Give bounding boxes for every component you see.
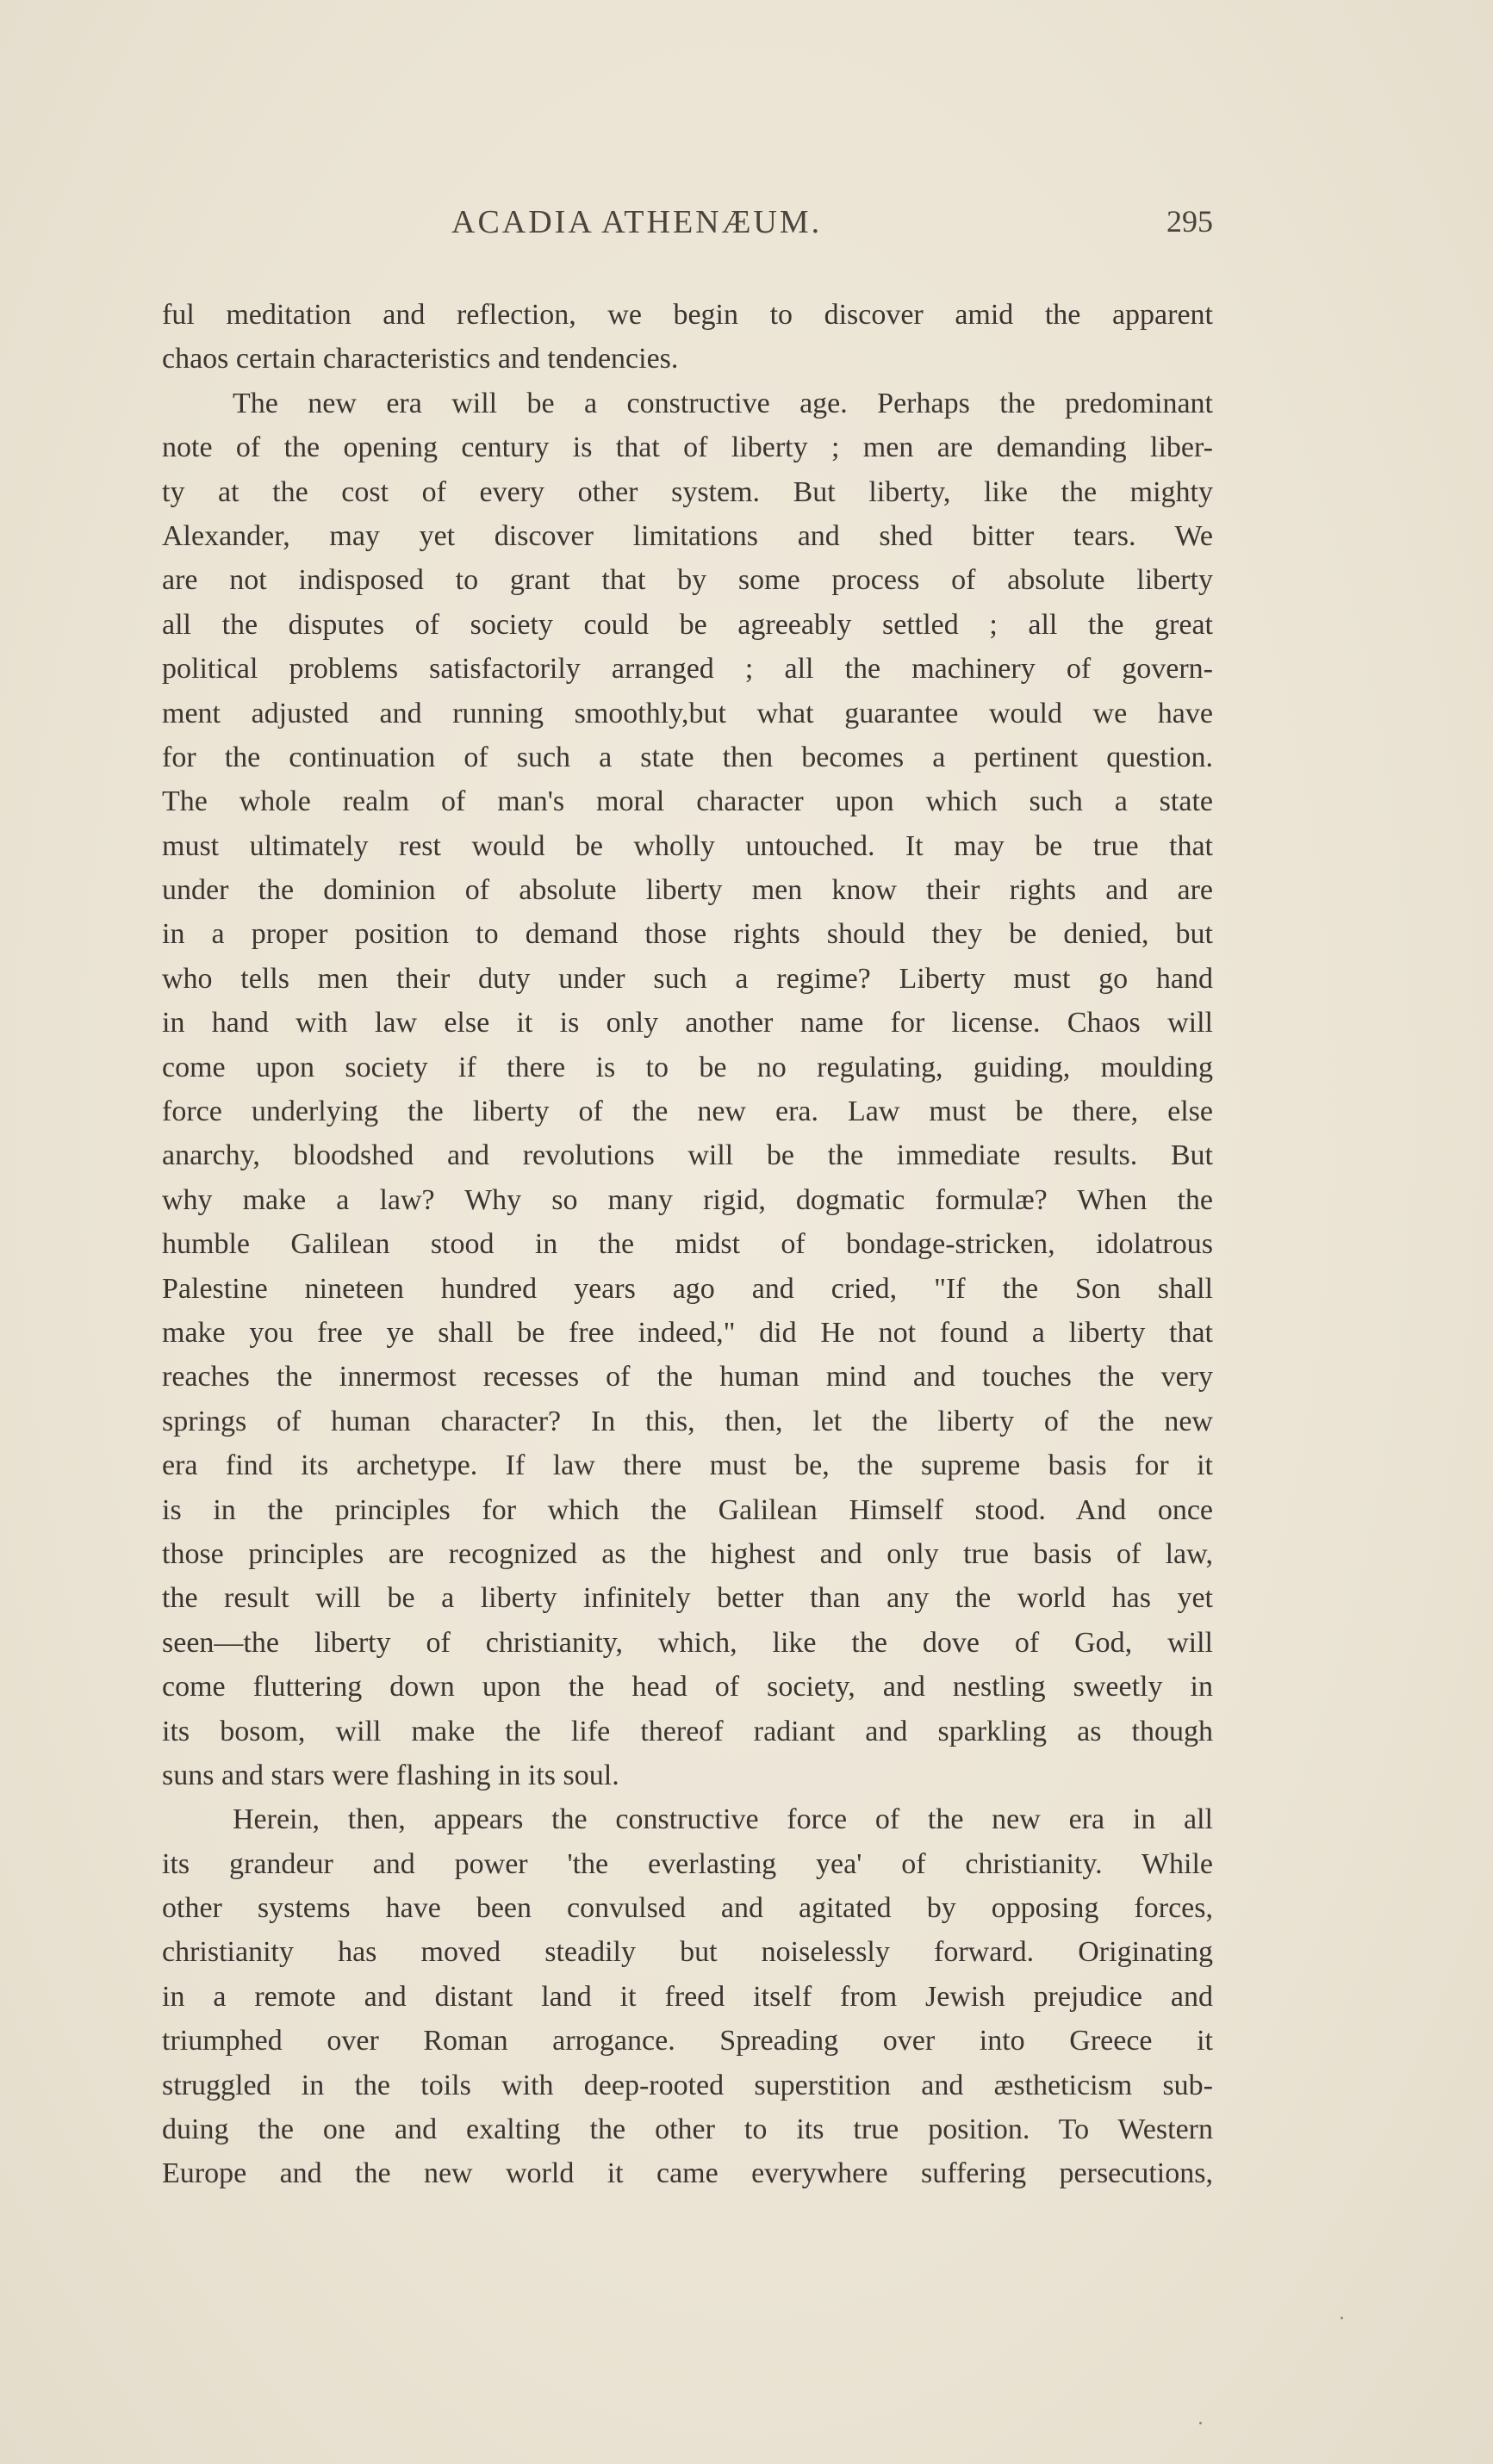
text-line: its grandeur and power 'the everlasting yea' of christianity. While bbox=[162, 1847, 1213, 1880]
page-number: 295 bbox=[1166, 204, 1213, 239]
text-line: humble Galilean stood in the midst of bondage-stricken, idolatrous bbox=[162, 1228, 1213, 1261]
text-line: ment adjusted and running smoothly,but what guarantee would we have bbox=[162, 697, 1213, 729]
text-line: Palestine nineteen hundred years ago and cried, "If the Son shall bbox=[162, 1272, 1213, 1305]
text-line: Alexander, may yet discover limitations and shed bitter tears. We bbox=[162, 519, 1213, 552]
text-line: all the disputes of society could be agreeably settled ; all the great bbox=[162, 608, 1213, 641]
text-line: suns and stars were flashing in its soul. bbox=[162, 1759, 619, 1791]
text-line: triumphed over Roman arrogance. Spreading over into Greece it bbox=[162, 2025, 1213, 2057]
text-line: other systems have been convulsed and agitated by opposing forces, bbox=[162, 1892, 1213, 1925]
running-header bbox=[162, 203, 1213, 255]
text-line: Europe and the new world it came everywhere suffering persecutions, bbox=[162, 2157, 1213, 2190]
text-line: are not indisposed to grant that by some process of absolute liberty bbox=[162, 564, 1213, 597]
paper-speck bbox=[1341, 2317, 1343, 2319]
text-line: who tells men their duty under such a regime? Liberty must go hand bbox=[162, 962, 1213, 995]
text-line: come upon society if there is to be no regulating, guiding, moulding bbox=[162, 1051, 1213, 1083]
running-title: ACADIA ATHENÆUM. bbox=[451, 204, 823, 240]
text-line: chaos certain characteristics and tendencies. bbox=[162, 343, 679, 375]
text-line: Herein, then, appears the constructive force of the new era in all bbox=[233, 1803, 1213, 1836]
text-line: the result will be a liberty infinitely better than any the world has yet bbox=[162, 1582, 1213, 1615]
text-line: duing the one and exalting the other to its true position. To Western bbox=[162, 2113, 1213, 2146]
text-line: come fluttering down upon the head of society, and nestling sweetly in bbox=[162, 1671, 1213, 1704]
text-line: its bosom, will make the life thereof radiant and sparkling as though bbox=[162, 1715, 1213, 1747]
text-line: anarchy, bloodshed and revolutions will be the immediate results. But bbox=[162, 1139, 1213, 1172]
text-line: why make a law? Why so many rigid, dogmatic formulæ? When the bbox=[162, 1183, 1213, 1216]
text-line: christianity has moved steadily but noiselessly forward. Originating bbox=[162, 1936, 1213, 1969]
text-line: in hand with law else it is only another name for license. Chaos will bbox=[162, 1007, 1213, 1040]
text-line: make you free ye shall be free indeed," did He not found a liberty that bbox=[162, 1316, 1213, 1349]
text-line: era find its archetype. If law there must be, the supreme basis for it bbox=[162, 1449, 1213, 1482]
text-line: must ultimately rest would be wholly untouched. It may be true that bbox=[162, 829, 1213, 862]
text-line: is in the principles for which the Galilean Himself stood. And once bbox=[162, 1493, 1213, 1526]
text-line: struggled in the toils with deep-rooted superstition and æstheticism sub- bbox=[162, 2069, 1213, 2101]
text-line: under the dominion of absolute liberty men know their rights and are bbox=[162, 874, 1213, 907]
text-line: ful meditation and reflection, we begin to discover amid the apparent bbox=[162, 299, 1213, 331]
text-line: ty at the cost of every other system. But liberty, like the mighty bbox=[162, 475, 1213, 508]
text-line: force underlying the liberty of the new era. Law must be there, else bbox=[162, 1095, 1213, 1128]
paper-speck bbox=[1199, 2422, 1202, 2424]
text-line: springs of human character? In this, then, let the liberty of the new bbox=[162, 1405, 1213, 1437]
text-line: note of the opening century is that of liberty ; men are demanding liber- bbox=[162, 431, 1213, 464]
text-line: those principles are recognized as the highest and only true basis of law, bbox=[162, 1537, 1213, 1570]
text-line: in a remote and distant land it freed itself from Jewish prejudice and bbox=[162, 1980, 1213, 2013]
text-line: in a proper position to demand those rights should they be denied, but bbox=[162, 918, 1213, 951]
text-line: reaches the innermost recesses of the human mind and touches the very bbox=[162, 1361, 1213, 1393]
text-line: for the continuation of such a state then becomes a pertinent question. bbox=[162, 741, 1213, 773]
text-line: political problems satisfactorily arranged ; all the machinery of govern- bbox=[162, 653, 1213, 686]
text-line: The new era will be a constructive age. Perhaps the predominant bbox=[233, 387, 1213, 419]
text-line: The whole realm of man's moral character upon which such a state bbox=[162, 785, 1213, 818]
text-line: seen—the liberty of christianity, which, like the dove of God, will bbox=[162, 1626, 1213, 1659]
article-body bbox=[162, 293, 1213, 2196]
